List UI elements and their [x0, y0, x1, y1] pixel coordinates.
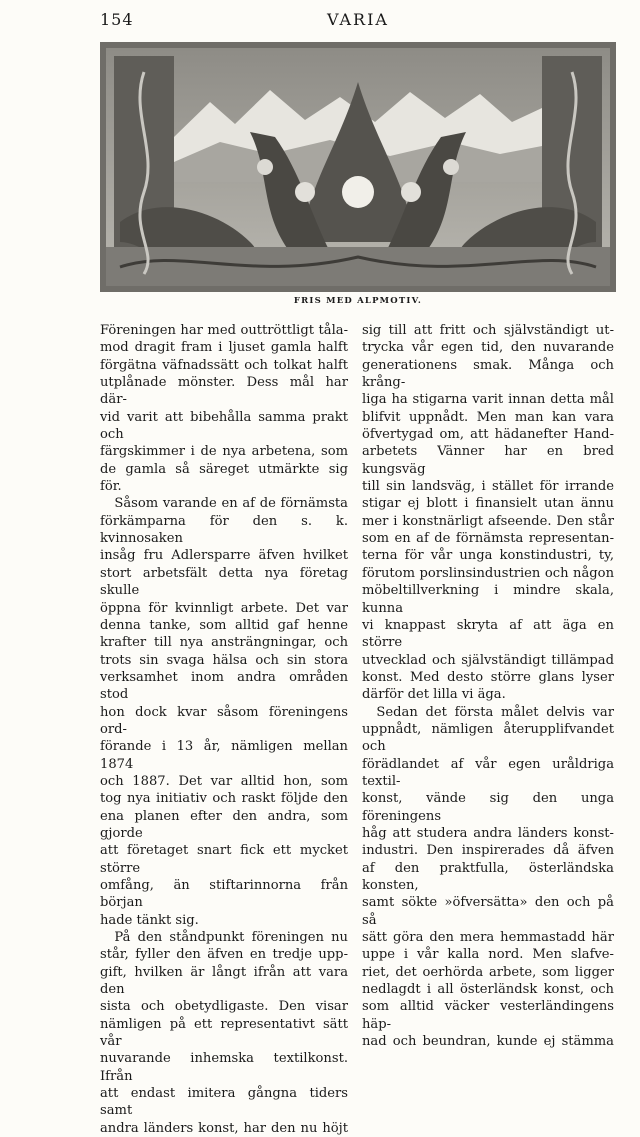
- text-line: arbetets Vänner har en bred kungsväg: [362, 444, 614, 477]
- figure-caption: FRIS MED ALPMOTIV.: [293, 296, 423, 306]
- tapestry-illustration: [100, 42, 616, 292]
- text-line: utplånade mönster. Dess mål har där-: [100, 375, 348, 408]
- text-line: utvecklad och självständigt tillämpad: [362, 652, 614, 668]
- text-line: krafter till nya ansträngningar, och: [100, 635, 348, 651]
- text-line: Föreningen har med outtröttligt tåla-: [100, 323, 348, 338]
- text-line: uppe i vår kalla nord. Men slafve-: [362, 947, 614, 963]
- text-line: står, fyller den äfven en tredje upp-: [100, 947, 348, 963]
- text-line: omfång, än stiftarinnorna från början: [100, 878, 348, 911]
- text-line: som en af de förnämsta representan-: [362, 531, 614, 547]
- text-line: stigar ej blott i finansielt utan ännu: [362, 496, 614, 512]
- text-line: denna tanke, som alltid gaf henne: [100, 617, 348, 633]
- running-head: VARIA: [327, 10, 389, 29]
- text-line: På den ståndpunkt föreningen nu: [114, 930, 348, 946]
- text-line: stort arbetsfält detta nya företag skulle: [100, 565, 348, 599]
- text-line: sig till att fritt och självständigt ut-: [362, 323, 614, 338]
- text-line: nuvarande inhemska textilkonst. Ifrån: [100, 1051, 348, 1084]
- text-line: därför det lilla vi äga.: [362, 687, 506, 703]
- text-line: vi knappast skryta af att äga en större: [362, 617, 614, 651]
- text-line: mer i konstnärligt afseende. Den står: [362, 513, 614, 529]
- text-line: blifvit uppnådt. Men man kan vara: [362, 409, 614, 425]
- text-line: nedlagdt i all österländsk konst, och: [362, 982, 614, 998]
- text-line: tog nya initiativ och raskt följde den: [100, 791, 348, 807]
- text-line: möbeltillverkning i mindre skala, kunna: [362, 583, 614, 616]
- page-header: [100, 10, 616, 32]
- text-line: färgskimmer i de nya arbetena, som: [100, 444, 348, 460]
- text-line: att endast imitera gångna tiders samt: [100, 1086, 348, 1119]
- text-line: generationens smak. Många och krång-: [362, 357, 614, 391]
- text-line: insåg fru Adlersparre äfven hvilket: [100, 548, 348, 564]
- text-line: af den praktfulla, österländska konsten,: [362, 860, 614, 893]
- text-line: mod dragit fram i ljuset gamla halft: [100, 340, 348, 356]
- text-line: öfvertygad om, att hädanefter Hand-: [362, 427, 614, 443]
- text-line: förgätna väfnadssätt och tolkat halft: [100, 357, 348, 373]
- text-line: förädlandet af vår egen uråldriga textil-: [362, 756, 614, 789]
- text-line: förande i 13 år, nämligen mellan 1874: [100, 739, 348, 772]
- text-line: andra länders konst, har den nu höjt: [100, 1120, 348, 1136]
- text-line: sista och obetydligaste. Den visar: [100, 999, 348, 1015]
- tapestry-image: [100, 42, 616, 292]
- text-line: nad och beundran, kunde ej stämma: [362, 1034, 614, 1050]
- right-column: [362, 322, 614, 1050]
- text-line: samt sökte »öfversätta» den och på så: [362, 895, 614, 928]
- text-line: de gamla så säreget utmärkte sig för.: [100, 461, 348, 495]
- text-line: att företaget snart fick ett mycket större: [100, 843, 348, 876]
- text-line: riet, det oerhörda arbete, som ligger: [362, 964, 614, 980]
- text-line: trots sin svaga hälsa och sin stora: [100, 652, 348, 668]
- text-line: Sedan det första målet delvis var: [376, 704, 614, 720]
- text-line: uppnådt, nämligen återupplifvandet och: [362, 721, 614, 755]
- text-line: ena planen efter den andra, som gjorde: [100, 808, 348, 841]
- text-line: till sin landsväg, i stället för irrande: [362, 479, 614, 495]
- text-line: konst, vände sig den unga föreningens: [362, 791, 614, 824]
- text-line: förutom porslinsindustrien och någon: [362, 565, 614, 581]
- text-line: terna för vår unga konstindustri, ty,: [362, 548, 614, 564]
- text-line: hade tänkt sig.: [100, 912, 199, 928]
- text-line: gift, hvilken är långt ifrån att vara den: [100, 964, 348, 998]
- text-line: och 1887. Det var alltid hon, som: [100, 773, 348, 789]
- text-line: öppna för kvinnligt arbete. Det var: [100, 600, 348, 616]
- text-line: konst. Med desto större glans lyser: [362, 669, 614, 685]
- text-line: industri. Den inspirerades då äfven: [362, 843, 614, 859]
- text-line: sätt göra den mera hemmastadd här: [362, 930, 614, 946]
- text-line: nämligen på ett representativt sätt vår: [100, 1016, 348, 1050]
- left-column: [100, 322, 348, 1137]
- text-line: verksamhet inom andra områden stod: [100, 669, 348, 703]
- text-line: liga ha stigarna varit innan detta mål: [362, 392, 614, 408]
- text-line: som alltid väcker vesterländingens häp-: [362, 999, 614, 1032]
- text-line: vid varit att bibehålla samma prakt och: [100, 409, 348, 443]
- text-line: hon dock kvar såsom föreningens ord-: [100, 704, 348, 737]
- text-line: trycka vår egen tid, den nuvarande: [362, 340, 614, 356]
- text-line: förkämparna för den s. k. kvinnosaken: [100, 513, 348, 547]
- text-line: Såsom varande en af de förnämsta: [114, 496, 348, 512]
- page-number: 154: [100, 10, 134, 29]
- text-line: håg att studera andra länders konst-: [362, 825, 614, 841]
